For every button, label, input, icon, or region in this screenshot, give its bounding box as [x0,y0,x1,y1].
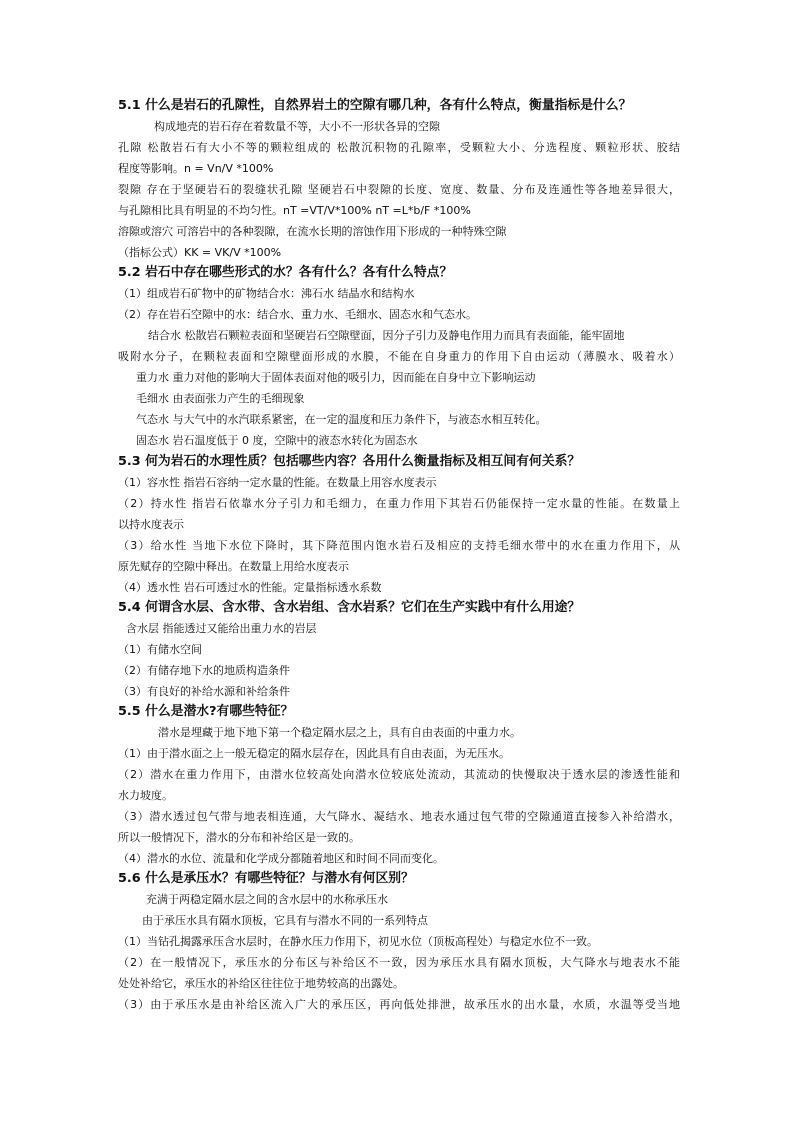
paragraph-line: 裂隙 存在于坚硬岩石的裂缝状孔隙 坚硬岩石中裂隙的长度、宽度、数量、分布及连通性等各地差异很大， [118,183,680,196]
paragraph-line: 气态水 与大气中的水汽联系紧密，在一定的温度和压力条件下，与液态水相互转化。 [136,413,547,426]
paragraph-line: 溶隙或溶穴 可溶岩中的各种裂隙，在流水长期的溶蚀作用下形成的一种特殊空隙 [118,225,507,238]
paragraph-line: （1）有储水空间 [118,643,202,656]
paragraph-line: （3）有良好的补给水源和补给条件 [118,685,290,698]
paragraph-line: 所以一般情况下，潜水的分布和补给区是一致的。 [118,831,360,844]
paragraph-line: 原先赋存的空隙中释出。在数量上用给水度表示 [118,560,349,573]
paragraph-line: （2）持水性 指岩石依靠水分子引力和毛细力，在重力作用下其岩石仍能保持一定水量的性能。在数量上 [118,497,680,510]
paragraph-line: （1）组成岩石矿物中的矿物结合水：沸石水 结晶水和结构水 [118,287,415,300]
paragraph-line: （2）有储存地下水的地质构造条件 [118,664,290,677]
paragraph-line: （2）在一般情况下，承压水的分布区与补给区不一致，因为承压水具有隔水顶板，大气降水与地表水不能 [118,956,680,969]
paragraph-line: 水力坡度。 [118,789,173,802]
paragraph-line: 潜水是埋藏于地下地下第一个稳定隔水层之上，具有自由表面的中重力水。 [158,726,521,739]
paragraph-line: 处处补给它，承压水的补给区往往位于地势较高的出露处。 [118,977,404,990]
paragraph-line: 固态水 岩石温度低于 0 度，空隙中的液态水转化为固态水 [136,434,418,447]
question-5-3-heading: 5.3 何为岩石的水理性质？包括哪些内容？各用什么衡量指标及相互间有何关系？ [118,454,581,469]
paragraph-line: 由于承压水具有隔水顶板，它具有与潜水不同的一系列特点 [142,914,428,927]
paragraph-line: （2）潜水在重力作用下，由潜水位较高处向潜水位较底处流动，其流动的快慢取决于透水层的渗透性能和 [118,768,680,781]
paragraph-line: 孔隙 松散岩石有大小不等的颗粒组成的 松散沉积物的孔隙率，受颗粒大小、分选程度、颗粒形状、胶结 [118,141,680,154]
paragraph-line: （1）容水性 指岩石容纳一定水量的性能。在数量上用容水度表示 [118,476,437,489]
paragraph-line: （2）存在岩石空隙中的水：结合水、重力水、毛细水、固态水和气态水。 [118,308,477,321]
paragraph-line: （4）潜水的水位、流量和化学成分都随着地区和时间不同而变化。 [118,852,444,865]
question-5-2-heading: 5.2 岩石中存在哪些形式的水？各有什么？各有什么特点？ [118,265,453,280]
paragraph-line: （1）当钻孔揭露承压含水层时，在静水压力作用下，初见水位（顶板高程处）与稳定水位不一致。 [118,935,598,948]
question-5-1-heading: 5.1 什么是岩石的孔隙性，自然界岩土的空隙有哪几种，各有什么特点，衡量指标是什么？ [118,98,632,113]
paragraph-line: 吸附水分子，在颗粒表面和空隙壁面形成的水膜，不能在自身重力的作用下自由运动（薄膜水、吸着水） [118,350,680,363]
paragraph-line: （指标公式）KK = VK/V *100% [118,246,282,259]
paragraph-line: （1）由于潜水面之上一般无稳定的隔水层存在，因此具有自由表面，为无压水。 [118,747,510,760]
paragraph-line: 充满于两稳定隔水层之间的含水层中的水称承压水 [146,893,388,906]
paragraph-line: 重力水 重力对他的影响大于固体表面对他的吸引力，因而能在自身中立下影响运动 [136,371,536,384]
paragraph-line: 以持水度表示 [118,518,184,531]
question-5-6-heading: 5.6 什么是承压水？有哪些特征？与潜水有何区别？ [118,871,414,886]
paragraph-line: 程度等影响。n = Vn/V *100% [118,162,274,175]
paragraph-line: （4）透水性 岩石可透过水的性能。定量指标透水系数 [118,581,382,594]
paragraph-line: 与孔隙相比具有明显的不均匀性。nT =VT/V*100% nT =L*b/F *100% [118,204,471,217]
paragraph-line: 毛细水 由表面张力产生的毛细现象 [136,392,305,405]
paragraph-line: （3）由于承压水是由补给区流入广大的承压区，再向低处排泄，故承压水的出水量，水质，水温等受当地 [118,998,680,1011]
paragraph-line: （3）给水性 当地下水位下降时，其下降范围内饱水岩石及相应的支持毛细水带中的水在重力作用下，从 [118,539,680,552]
paragraph-line: 结合水 松散岩石颗粒表面和坚硬岩石空隙壁面，因分子引力及静电作用力而具有表面能，能牢固地 [148,329,625,342]
question-5-5-heading: 5.5 什么是潜水?有哪些特征？ [118,704,294,719]
paragraph-line: （3）潜水透过包气带与地表相连通，大气降水、凝结水、地表水通过包气带的空隙通道直接参入补给潜水， [118,810,680,823]
question-5-4-heading: 5.4 何谓含水层、含水带、含水岩组、含水岩系？它们在生产实践中有什么用途？ [118,600,581,615]
paragraph-line: 构成地壳的岩石存在着数量不等，大小不一形状各异的空隙 [154,120,440,133]
paragraph-line: 含水层 指能透过又能给出重力水的岩层 [126,622,317,635]
